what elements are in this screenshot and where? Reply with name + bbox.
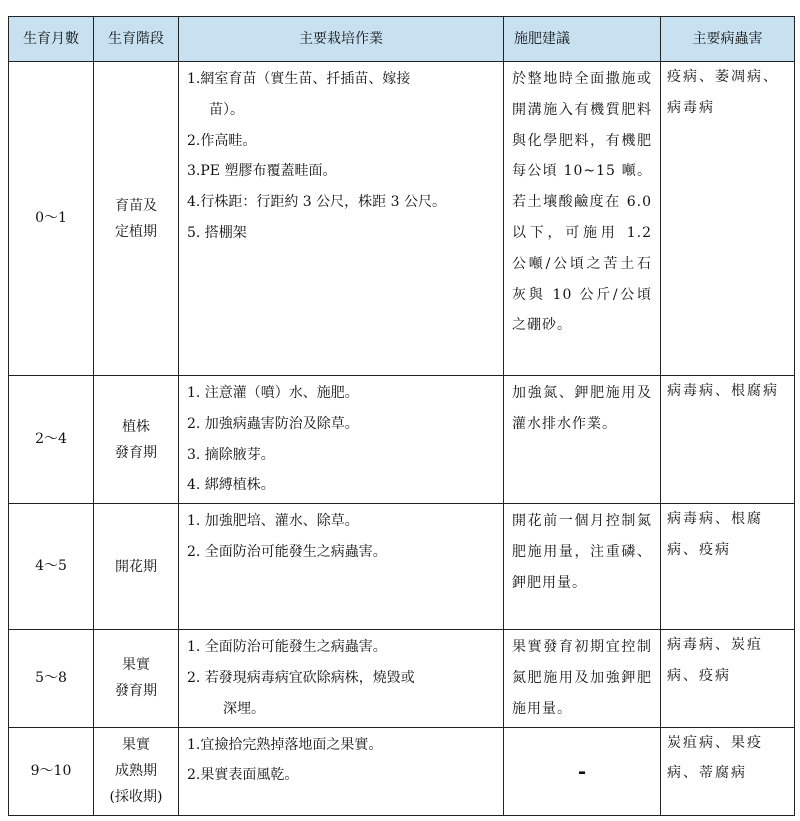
- stage-line: 定植期: [115, 223, 157, 240]
- header-pests: 主要病蟲害: [661, 17, 795, 62]
- op-text-continued: 苗）。: [209, 101, 244, 118]
- op-item: 2.果實表面風乾。: [187, 767, 299, 784]
- op-item: 4. 綁縛植株。: [187, 477, 275, 494]
- table-row: [9, 376, 795, 504]
- op-item: 2.作高畦。: [187, 132, 257, 149]
- op-item: 1. 注意灌（噴）水、施肥。: [187, 385, 359, 401]
- fert-cell: 果實發育初期宜控制氮肥施用及加強鉀肥施用量。: [504, 630, 661, 727]
- op-item: 1. 加強肥培、灌水、除草。: [187, 513, 359, 530]
- month-cell: 2～4: [9, 376, 94, 504]
- ops-cell: [179, 376, 504, 504]
- op-item: [187, 663, 495, 725]
- header-ops: 主要栽培作業: [179, 17, 504, 62]
- fert-cell: -: [504, 727, 661, 815]
- month-cell: 0～1: [9, 62, 94, 376]
- stage-line: 開花期: [115, 558, 157, 575]
- op-text: 1.網室育苗（實生苗、扦插苗、嫁接: [187, 71, 411, 87]
- op-item: 1. 全面防治可能發生之病蟲害。: [187, 639, 387, 656]
- pests-cell: 炭疽病、果疫病、蒂腐病: [661, 727, 795, 815]
- op-item: 4.行株距：行距約 3 公尺，株距 3 公尺。: [187, 194, 446, 211]
- pests-cell: 病毒病、根腐病: [661, 376, 795, 504]
- op-item: 2. 加強病蟲害防治及除草。: [187, 415, 359, 432]
- stage-cell: [94, 62, 179, 376]
- op-item: 3.PE 塑膠布覆蓋畦面。: [187, 163, 337, 180]
- stage-line: 育苗及: [115, 197, 157, 214]
- month-cell: 9～10: [9, 727, 94, 815]
- stage-line: 果實: [122, 657, 150, 674]
- header-month: 生育月數: [9, 17, 94, 62]
- pests-cell: 病毒病、炭疽病、疫病: [661, 630, 795, 727]
- table-row: [9, 630, 795, 727]
- stage-line: 發育期: [115, 444, 157, 461]
- stage-line: 發育期: [115, 683, 157, 700]
- fert-cell: 開花前一個月控制氮肥施用量，注重磷、鉀肥用量。: [504, 504, 661, 630]
- month-cell: 5～8: [9, 630, 94, 727]
- table-row: [9, 504, 795, 630]
- ops-cell: [179, 727, 504, 815]
- fert-cell: 於整地時全面撒施或開溝施入有機質肥料與化學肥料，有機肥每公頃 10~15 噸。若土壤酸鹼度在 6.0 以下，可施用 1.2 公噸/公頃之苦土石灰與 10 公斤/公頃之硼砂。: [504, 62, 661, 376]
- ops-cell: [179, 504, 504, 630]
- stage-cell: [94, 727, 179, 815]
- stage-cell: [94, 630, 179, 727]
- op-item: 5. 搭棚架: [187, 224, 247, 241]
- header-row: [9, 17, 795, 62]
- ops-cell: [179, 62, 504, 376]
- stage-line: 植株: [122, 418, 150, 435]
- op-item: 3. 摘除腋芽。: [187, 446, 275, 463]
- table-row: [9, 727, 795, 815]
- ops-cell: [179, 630, 504, 727]
- stage-line: 果實: [122, 737, 150, 754]
- cultivation-schedule-table: [8, 16, 795, 816]
- op-item: [187, 64, 495, 126]
- stage-cell: [94, 376, 179, 504]
- op-item: 2. 全面防治可能發生之病蟲害。: [187, 543, 387, 560]
- op-text-continued: 深埋。: [223, 700, 265, 717]
- fert-cell: 加強氮、鉀肥施用及灌水排水作業。: [504, 376, 661, 504]
- header-stage: 生育階段: [94, 17, 179, 62]
- pests-cell: 病毒病、根腐病、疫病: [661, 504, 795, 630]
- stage-line: 成熟期: [115, 763, 157, 780]
- op-item: 1.宜撿拾完熟掉落地面之果實。: [187, 736, 383, 753]
- op-text: 2. 若發現病毒病宜砍除病株，燒毀或: [187, 669, 415, 686]
- header-fert: 施肥建議: [504, 17, 661, 62]
- stage-cell: [94, 504, 179, 630]
- pests-cell: 疫病、萎凋病、病毒病: [661, 62, 795, 376]
- month-cell: 4～5: [9, 504, 94, 630]
- table-row: [9, 62, 795, 376]
- stage-line: (採收期): [109, 789, 163, 806]
